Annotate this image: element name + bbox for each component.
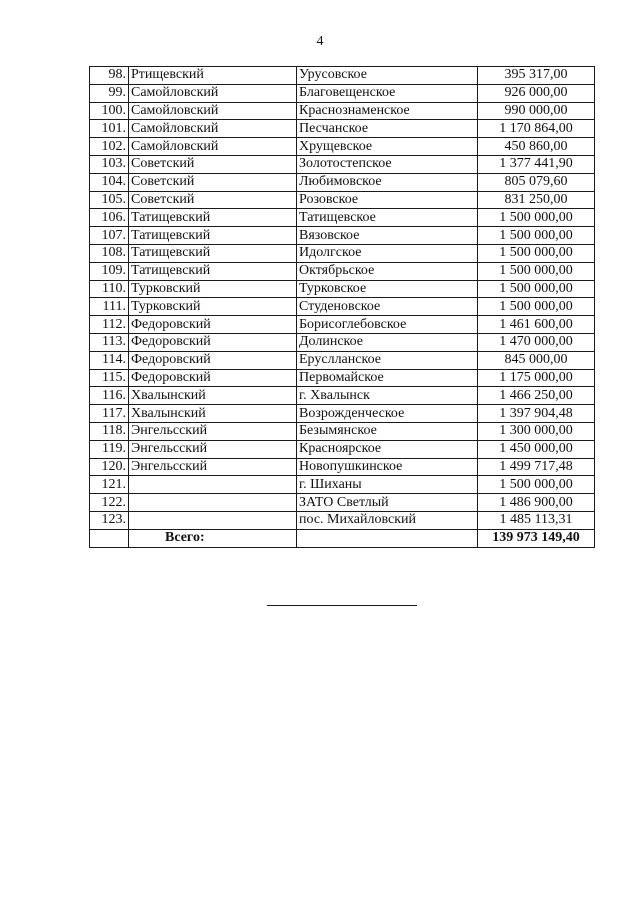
- row-number-cell: 117.: [90, 405, 129, 423]
- settlement-cell: Красноярское: [297, 440, 478, 458]
- amount-cell: 1 485 113,31: [478, 511, 595, 529]
- settlement-cell: Первомайское: [297, 369, 478, 387]
- district-cell: Советский: [129, 191, 297, 209]
- row-number-cell: 110.: [90, 280, 129, 298]
- district-cell: Федоровский: [129, 369, 297, 387]
- amount-cell: 831 250,00: [478, 191, 595, 209]
- settlement-cell: Идолгское: [297, 244, 478, 262]
- table-row: [90, 422, 595, 440]
- district-cell: [129, 494, 297, 512]
- table-row: [90, 67, 595, 85]
- settlement-cell: Золотостепское: [297, 155, 478, 173]
- amount-cell: 990 000,00: [478, 102, 595, 120]
- row-number-cell: 114.: [90, 351, 129, 369]
- settlement-cell: пос. Михайловский: [297, 511, 478, 529]
- table-row: [90, 351, 595, 369]
- district-cell: Татищевский: [129, 244, 297, 262]
- table-row: [90, 298, 595, 316]
- row-number-cell: 109.: [90, 262, 129, 280]
- district-cell: Советский: [129, 173, 297, 191]
- row-number-cell: 103.: [90, 155, 129, 173]
- amount-cell: 1 500 000,00: [478, 209, 595, 227]
- amount-cell: 1 377 441,90: [478, 155, 595, 173]
- total-num-cell: [90, 529, 129, 548]
- row-number-cell: 100.: [90, 102, 129, 120]
- amount-cell: 845 000,00: [478, 351, 595, 369]
- table-row: [90, 173, 595, 191]
- settlement-cell: Краснознаменское: [297, 102, 478, 120]
- table-row: [90, 369, 595, 387]
- row-number-cell: 107.: [90, 227, 129, 245]
- amount-cell: 1 470 000,00: [478, 333, 595, 351]
- table-row: [90, 333, 595, 351]
- settlement-cell: Песчанское: [297, 120, 478, 138]
- district-cell: Хвалынский: [129, 387, 297, 405]
- amount-cell: 1 500 000,00: [478, 280, 595, 298]
- district-cell: Ртищевский: [129, 67, 297, 85]
- table-row: [90, 262, 595, 280]
- district-cell: Самойловский: [129, 138, 297, 156]
- row-number-cell: 122.: [90, 494, 129, 512]
- settlement-cell: Борисоглебовское: [297, 316, 478, 334]
- settlement-cell: Урусовское: [297, 67, 478, 85]
- settlement-cell: г. Хвалынск: [297, 387, 478, 405]
- amount-cell: 450 860,00: [478, 138, 595, 156]
- row-number-cell: 118.: [90, 422, 129, 440]
- table-row: [90, 102, 595, 120]
- row-number-cell: 105.: [90, 191, 129, 209]
- table-row: [90, 458, 595, 476]
- amount-cell: 1 461 600,00: [478, 316, 595, 334]
- district-cell: Советский: [129, 155, 297, 173]
- table-row: [90, 244, 595, 262]
- settlement-cell: г. Шиханы: [297, 476, 478, 494]
- row-number-cell: 106.: [90, 209, 129, 227]
- table-row: [90, 155, 595, 173]
- district-cell: Турковский: [129, 280, 297, 298]
- district-cell: Самойловский: [129, 84, 297, 102]
- total-label: Всего:: [129, 529, 297, 548]
- table-row: [90, 476, 595, 494]
- row-number-cell: 119.: [90, 440, 129, 458]
- table-row: [90, 511, 595, 529]
- row-number-cell: 120.: [90, 458, 129, 476]
- page-number: 4: [316, 34, 324, 49]
- district-cell: Хвалынский: [129, 405, 297, 423]
- table-row: [90, 387, 595, 405]
- settlement-cell: Октябрьское: [297, 262, 478, 280]
- settlement-cell: ЗАТО Светлый: [297, 494, 478, 512]
- settlement-cell: Татищевское: [297, 209, 478, 227]
- amount-cell: 1 500 000,00: [478, 476, 595, 494]
- district-cell: Федоровский: [129, 316, 297, 334]
- table-row: [90, 405, 595, 423]
- amount-cell: 1 397 904,48: [478, 405, 595, 423]
- table-row: [90, 227, 595, 245]
- table-row: [90, 138, 595, 156]
- settlement-cell: Любимовское: [297, 173, 478, 191]
- amount-cell: 395 317,00: [478, 67, 595, 85]
- district-cell: [129, 511, 297, 529]
- total-amount: 139 973 149,40: [478, 529, 595, 548]
- table-row: [90, 84, 595, 102]
- row-number-cell: 121.: [90, 476, 129, 494]
- amount-cell: 1 500 000,00: [478, 298, 595, 316]
- district-cell: Татищевский: [129, 227, 297, 245]
- amount-cell: 805 079,60: [478, 173, 595, 191]
- amount-cell: 1 500 000,00: [478, 244, 595, 262]
- table-row: [90, 494, 595, 512]
- amount-cell: 1 170 864,00: [478, 120, 595, 138]
- table-row: [90, 209, 595, 227]
- row-number-cell: 101.: [90, 120, 129, 138]
- row-number-cell: 123.: [90, 511, 129, 529]
- district-cell: Энгельсский: [129, 440, 297, 458]
- settlement-cell: Возрожденческое: [297, 405, 478, 423]
- row-number-cell: 116.: [90, 387, 129, 405]
- total-row: [90, 529, 595, 548]
- district-cell: Федоровский: [129, 333, 297, 351]
- district-cell: Энгельсский: [129, 458, 297, 476]
- allocation-table: [89, 66, 595, 548]
- row-number-cell: 111.: [90, 298, 129, 316]
- district-cell: Турковский: [129, 298, 297, 316]
- row-number-cell: 113.: [90, 333, 129, 351]
- closing-divider-line: [267, 605, 417, 606]
- settlement-cell: Вязовское: [297, 227, 478, 245]
- table-row: [90, 191, 595, 209]
- settlement-cell: Турковское: [297, 280, 478, 298]
- amount-cell: 1 450 000,00: [478, 440, 595, 458]
- amount-cell: 1 499 717,48: [478, 458, 595, 476]
- settlement-cell: Долинское: [297, 333, 478, 351]
- row-number-cell: 102.: [90, 138, 129, 156]
- district-cell: Самойловский: [129, 102, 297, 120]
- amount-cell: 926 000,00: [478, 84, 595, 102]
- row-number-cell: 104.: [90, 173, 129, 191]
- total-empty-cell: [297, 529, 478, 548]
- settlement-cell: Безымянское: [297, 422, 478, 440]
- amount-cell: 1 300 000,00: [478, 422, 595, 440]
- row-number-cell: 99.: [90, 84, 129, 102]
- amount-cell: 1 500 000,00: [478, 227, 595, 245]
- row-number-cell: 108.: [90, 244, 129, 262]
- amount-cell: 1 466 250,00: [478, 387, 595, 405]
- amount-cell: 1 500 000,00: [478, 262, 595, 280]
- district-cell: Татищевский: [129, 262, 297, 280]
- district-cell: Энгельсский: [129, 422, 297, 440]
- allocation-table-body: [90, 67, 595, 530]
- settlement-cell: Студеновское: [297, 298, 478, 316]
- table-row: [90, 120, 595, 138]
- table-row: [90, 316, 595, 334]
- row-number-cell: 98.: [90, 67, 129, 85]
- settlement-cell: Розовское: [297, 191, 478, 209]
- amount-cell: 1 175 000,00: [478, 369, 595, 387]
- row-number-cell: 115.: [90, 369, 129, 387]
- settlement-cell: Благовещенское: [297, 84, 478, 102]
- district-cell: Самойловский: [129, 120, 297, 138]
- settlement-cell: Еруслланское: [297, 351, 478, 369]
- table-row: [90, 440, 595, 458]
- district-cell: [129, 476, 297, 494]
- row-number-cell: 112.: [90, 316, 129, 334]
- district-cell: Татищевский: [129, 209, 297, 227]
- table-row: [90, 280, 595, 298]
- district-cell: Федоровский: [129, 351, 297, 369]
- settlement-cell: Новопушкинское: [297, 458, 478, 476]
- settlement-cell: Хрущевское: [297, 138, 478, 156]
- amount-cell: 1 486 900,00: [478, 494, 595, 512]
